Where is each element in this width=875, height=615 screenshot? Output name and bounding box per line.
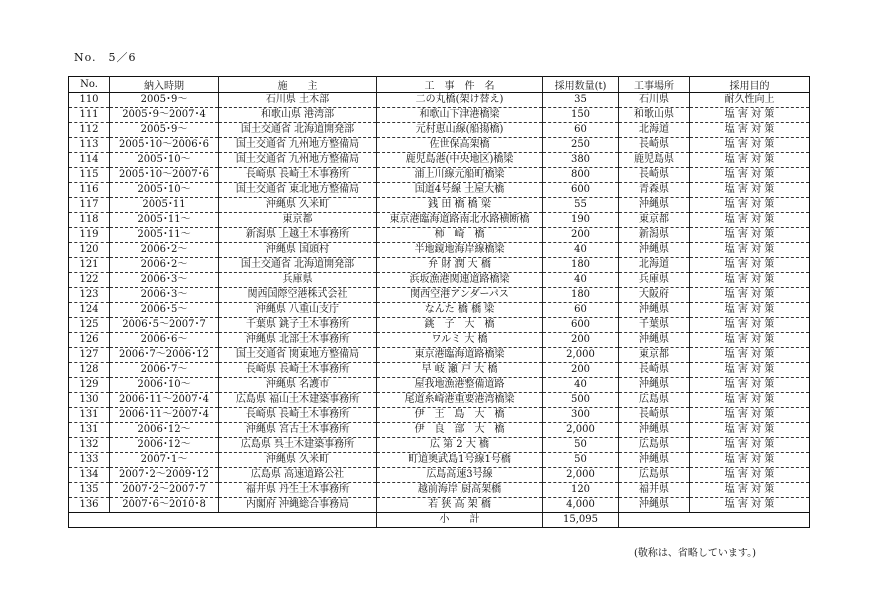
cell-project-name: 尾道糸崎港重要港湾橋梁 — [377, 393, 543, 408]
cell-client: 沖縄県 八重山支庁 — [219, 303, 377, 318]
cell-purpose: 塩 害 対 策 — [690, 453, 810, 468]
cell-project-name: 広島高速3号線 — [377, 468, 543, 483]
cell-no: 126 — [69, 333, 110, 348]
cell-purpose: 塩 害 対 策 — [690, 468, 810, 483]
cell-quantity: 150 — [543, 108, 619, 123]
cell-purpose: 塩 害 対 策 — [690, 198, 810, 213]
cell-project-name: 銚 子 大 橋 — [377, 318, 543, 333]
cell-purpose: 塩 害 対 策 — [690, 483, 810, 498]
cell-purpose: 塩 害 対 策 — [690, 183, 810, 198]
cell-quantity: 180 — [543, 258, 619, 273]
cell-no: 123 — [69, 288, 110, 303]
table-row — [69, 333, 810, 348]
cell-delivery-period: 2005･9～2007･4 — [110, 108, 219, 123]
cell-purpose: 塩 害 対 策 — [690, 273, 810, 288]
cell-project-name: 浦上川線元船町橋梁 — [377, 168, 543, 183]
cell-delivery-period: 2006･11～2007･4 — [110, 393, 219, 408]
cell-purpose: 塩 害 対 策 — [690, 153, 810, 168]
cell-purpose: 塩 害 対 策 — [690, 438, 810, 453]
cell-quantity: 35 — [543, 93, 619, 108]
cell-purpose: 塩 害 対 策 — [690, 123, 810, 138]
cell-project-name: 越前海岸 厨高架橋 — [377, 483, 543, 498]
cell-purpose: 塩 害 対 策 — [690, 108, 810, 123]
cell-delivery-period: 2007･1～ — [110, 453, 219, 468]
cell-delivery-period: 2005･9～ — [110, 93, 219, 108]
cell-purpose: 塩 害 対 策 — [690, 363, 810, 378]
table-row — [69, 423, 810, 438]
cell-project-name: 町道奥武島1号線1号橋 — [377, 453, 543, 468]
cell-quantity: 200 — [543, 333, 619, 348]
cell-quantity: 4,000 — [543, 498, 619, 513]
cell-delivery-period: 2005･11 — [110, 198, 219, 213]
table-row — [69, 273, 810, 288]
cell-quantity: 40 — [543, 378, 619, 393]
cell-client: 沖縄県 久米町 — [219, 198, 377, 213]
cell-location: 和歌山県 — [619, 108, 690, 123]
cell-client: 関西国際空港株式会社 — [219, 288, 377, 303]
cell-location: 兵庫県 — [619, 273, 690, 288]
cell-location: 長崎県 — [619, 168, 690, 183]
cell-location: 千葉県 — [619, 318, 690, 333]
cell-client: 沖縄県 国頭村 — [219, 243, 377, 258]
cell-location: 沖縄県 — [619, 198, 690, 213]
cell-quantity: 800 — [543, 168, 619, 183]
cell-quantity: 2,000 — [543, 348, 619, 363]
cell-no: 128 — [69, 363, 110, 378]
table-row — [69, 363, 810, 378]
cell-project-name: 柿 崎 橋 — [377, 228, 543, 243]
cell-location: 広島県 — [619, 438, 690, 453]
cell-no: 114 — [69, 153, 110, 168]
header-purpose: 採用目的 — [690, 77, 810, 93]
cell-location: 青森県 — [619, 183, 690, 198]
cell-client: 広島県 高速道路公社 — [219, 468, 377, 483]
cell-project-name: 二の丸橋(架け替え) — [377, 93, 543, 108]
cell-delivery-period: 2006･7～ — [110, 363, 219, 378]
cell-client: 沖縄県 北部土木事務所 — [219, 333, 377, 348]
table-row — [69, 348, 810, 363]
cell-purpose: 塩 害 対 策 — [690, 303, 810, 318]
cell-delivery-period: 2006･5～2007･7 — [110, 318, 219, 333]
cell-quantity: 190 — [543, 213, 619, 228]
cell-delivery-period: 2006･11～2007･4 — [110, 408, 219, 423]
subtotal-label: 小 計 — [377, 513, 543, 528]
cell-location: 大阪府 — [619, 288, 690, 303]
cell-client: 兵庫県 — [219, 273, 377, 288]
table-row — [69, 123, 810, 138]
cell-project-name: 東京港臨海道路南北水路横断橋 — [377, 213, 543, 228]
cell-location: 北海道 — [619, 258, 690, 273]
table-row — [69, 138, 810, 153]
cell-delivery-period: 2005･11～ — [110, 228, 219, 243]
table-body — [69, 93, 810, 513]
cell-location: 長崎県 — [619, 363, 690, 378]
cell-location: 沖縄県 — [619, 498, 690, 513]
cell-client: 国土交通省 北海道開発部 — [219, 258, 377, 273]
cell-location: 沖縄県 — [619, 303, 690, 318]
cell-delivery-period: 2005･10～ — [110, 153, 219, 168]
table-row — [69, 393, 810, 408]
cell-project-name: 伊 良 部 大 橋 — [377, 423, 543, 438]
cell-client: 広島県 呉土木建築事務所 — [219, 438, 377, 453]
table-row — [69, 258, 810, 273]
cell-no: 129 — [69, 378, 110, 393]
cell-delivery-period: 2006･2～ — [110, 258, 219, 273]
cell-location: 沖縄県 — [619, 453, 690, 468]
table-row — [69, 93, 810, 108]
header-client: 施 主 — [219, 77, 377, 93]
subtotal-row — [69, 513, 810, 528]
cell-quantity: 200 — [543, 228, 619, 243]
cell-delivery-period: 2005･10～2006･6 — [110, 138, 219, 153]
cell-project-name: 早 岐 瀬 戸 大 橋 — [377, 363, 543, 378]
cell-delivery-period: 2007･2～2009･12 — [110, 468, 219, 483]
cell-location: 石川県 — [619, 93, 690, 108]
cell-no: 133 — [69, 453, 110, 468]
cell-purpose: 耐久性向上 — [690, 93, 810, 108]
cell-project-name: 浜坂漁港関連道路橋梁 — [377, 273, 543, 288]
cell-delivery-period: 2006･12～ — [110, 423, 219, 438]
cell-delivery-period: 2005･9～ — [110, 123, 219, 138]
cell-project-name: 弁 財 潤 大 橋 — [377, 258, 543, 273]
cell-client: 広島県 福山土木建築事務所 — [219, 393, 377, 408]
cell-project-name: なんた 橋 橋 梁 — [377, 303, 543, 318]
cell-client: 和歌山県 港湾部 — [219, 108, 377, 123]
header-quantity: 採用数量(t) — [543, 77, 619, 93]
cell-purpose: 塩 害 対 策 — [690, 288, 810, 303]
cell-delivery-period: 2006･10～ — [110, 378, 219, 393]
cell-no: 120 — [69, 243, 110, 258]
cell-location: 東京都 — [619, 348, 690, 363]
cell-purpose: 塩 害 対 策 — [690, 393, 810, 408]
cell-client: 内閣府 沖縄総合事務局 — [219, 498, 377, 513]
cell-location: 沖縄県 — [619, 243, 690, 258]
table-row — [69, 483, 810, 498]
cell-no: 132 — [69, 438, 110, 453]
header-delivery-period: 納入時期 — [110, 77, 219, 93]
cell-no: 113 — [69, 138, 110, 153]
cell-client: 沖縄県 名護市 — [219, 378, 377, 393]
cell-project-name: 若 狭 高 架 橋 — [377, 498, 543, 513]
cell-project-name: 伊 王 島 大 橋 — [377, 408, 543, 423]
cell-purpose: 塩 害 対 策 — [690, 228, 810, 243]
table-row — [69, 153, 810, 168]
cell-purpose: 塩 害 対 策 — [690, 243, 810, 258]
cell-project-name: 和歌山下津港橋梁 — [377, 108, 543, 123]
cell-location: 沖縄県 — [619, 333, 690, 348]
header-project-name: 工 事 件 名 — [377, 77, 543, 93]
header-location: 工事場所 — [619, 77, 690, 93]
cell-quantity: 500 — [543, 393, 619, 408]
honorifics-note: (敬称は、省略しています。) — [634, 548, 757, 559]
cell-location: 北海道 — [619, 123, 690, 138]
table-row — [69, 453, 810, 468]
cell-client: 千葉県 銚子土木事務所 — [219, 318, 377, 333]
cell-project-name: 元村恵山線(船揚橋) — [377, 123, 543, 138]
cell-quantity: 250 — [543, 138, 619, 153]
cell-no: 116 — [69, 183, 110, 198]
cell-quantity: 600 — [543, 183, 619, 198]
table-row — [69, 318, 810, 333]
cell-no: 130 — [69, 393, 110, 408]
cell-delivery-period: 2006･5～ — [110, 303, 219, 318]
cell-delivery-period: 2005･10～ — [110, 183, 219, 198]
cell-no: 112 — [69, 123, 110, 138]
table-row — [69, 288, 810, 303]
cell-location: 広島県 — [619, 393, 690, 408]
cell-location: 鹿児島県 — [619, 153, 690, 168]
cell-client: 長崎県 長崎土木事務所 — [219, 168, 377, 183]
cell-no: 117 — [69, 198, 110, 213]
cell-client: 沖縄県 宮古土木事務所 — [219, 423, 377, 438]
subtotal-value: 15,095 — [543, 513, 619, 528]
cell-client: 東京都 — [219, 213, 377, 228]
table-row — [69, 198, 810, 213]
cell-quantity: 40 — [543, 243, 619, 258]
cell-client: 長崎県 長崎土木事務所 — [219, 363, 377, 378]
cell-quantity: 200 — [543, 363, 619, 378]
cell-client: 国土交通省 東北地方整備局 — [219, 183, 377, 198]
cell-client: 長崎県 長崎土木事務所 — [219, 408, 377, 423]
adoption-records-table — [68, 76, 810, 528]
table-row — [69, 378, 810, 393]
cell-quantity: 300 — [543, 408, 619, 423]
cell-delivery-period: 2006･6～ — [110, 333, 219, 348]
cell-purpose: 塩 害 対 策 — [690, 258, 810, 273]
cell-location: 東京都 — [619, 213, 690, 228]
cell-no: 118 — [69, 213, 110, 228]
cell-client: 福井県 丹生土木事務所 — [219, 483, 377, 498]
cell-client: 石川県 土木部 — [219, 93, 377, 108]
table-header-row — [69, 77, 810, 93]
cell-client: 新潟県 上越土木事務所 — [219, 228, 377, 243]
cell-quantity: 55 — [543, 198, 619, 213]
cell-quantity: 600 — [543, 318, 619, 333]
cell-quantity: 2,000 — [543, 468, 619, 483]
cell-location: 沖縄県 — [619, 378, 690, 393]
cell-client: 国土交通省 関東地方整備局 — [219, 348, 377, 363]
table-row — [69, 228, 810, 243]
table-row — [69, 213, 810, 228]
cell-purpose: 塩 害 対 策 — [690, 498, 810, 513]
cell-quantity: 50 — [543, 438, 619, 453]
cell-no: 111 — [69, 108, 110, 123]
cell-project-name: 東京港臨海道路橋梁 — [377, 348, 543, 363]
subtotal-blank — [69, 513, 377, 528]
table-row — [69, 408, 810, 423]
cell-project-name: 屋我地漁港整備道路 — [377, 378, 543, 393]
cell-delivery-period: 2007･6～2010･8 — [110, 498, 219, 513]
cell-no: 131 — [69, 408, 110, 423]
cell-delivery-period: 2007･2～2007･7 — [110, 483, 219, 498]
cell-location: 長崎県 — [619, 138, 690, 153]
cell-quantity: 120 — [543, 483, 619, 498]
cell-client: 沖縄県 久米町 — [219, 453, 377, 468]
table-row — [69, 108, 810, 123]
cell-no: 136 — [69, 498, 110, 513]
table-row — [69, 303, 810, 318]
cell-no: 119 — [69, 228, 110, 243]
table-row — [69, 498, 810, 513]
cell-project-name: 広 第 2 大 橋 — [377, 438, 543, 453]
table-row — [69, 168, 810, 183]
cell-quantity: 380 — [543, 153, 619, 168]
cell-client: 国土交通省 九州地方整備局 — [219, 138, 377, 153]
cell-quantity: 40 — [543, 273, 619, 288]
cell-location: 長崎県 — [619, 408, 690, 423]
cell-quantity: 50 — [543, 453, 619, 468]
cell-delivery-period: 2005･10～2007･6 — [110, 168, 219, 183]
cell-project-name: 佐世保高架橋 — [377, 138, 543, 153]
cell-delivery-period: 2006･3～ — [110, 273, 219, 288]
cell-client: 国土交通省 九州地方整備局 — [219, 153, 377, 168]
cell-purpose: 塩 害 対 策 — [690, 318, 810, 333]
cell-project-name: 関西空港アンダーパス — [377, 288, 543, 303]
cell-purpose: 塩 害 対 策 — [690, 168, 810, 183]
cell-delivery-period: 2005･11～ — [110, 213, 219, 228]
cell-project-name: ワルミ 大 橋 — [377, 333, 543, 348]
table-row — [69, 243, 810, 258]
cell-project-name: 鹿児島港(中央地区)橋梁 — [377, 153, 543, 168]
cell-quantity: 180 — [543, 288, 619, 303]
cell-delivery-period: 2006･2～ — [110, 243, 219, 258]
cell-project-name: 銭 田 橋 橋 梁 — [377, 198, 543, 213]
cell-no: 110 — [69, 93, 110, 108]
cell-delivery-period: 2006･12～ — [110, 438, 219, 453]
cell-no: 124 — [69, 303, 110, 318]
cell-no: 134 — [69, 468, 110, 483]
page-number: No. 5／6 — [74, 51, 137, 64]
cell-purpose: 塩 害 対 策 — [690, 378, 810, 393]
cell-no: 131 — [69, 423, 110, 438]
cell-purpose: 塩 害 対 策 — [690, 333, 810, 348]
cell-purpose: 塩 害 対 策 — [690, 423, 810, 438]
cell-no: 122 — [69, 273, 110, 288]
table-row — [69, 183, 810, 198]
cell-location: 新潟県 — [619, 228, 690, 243]
cell-no: 135 — [69, 483, 110, 498]
cell-location: 広島県 — [619, 468, 690, 483]
cell-no: 127 — [69, 348, 110, 363]
cell-quantity: 60 — [543, 303, 619, 318]
cell-no: 125 — [69, 318, 110, 333]
cell-delivery-period: 2006･3～ — [110, 288, 219, 303]
cell-delivery-period: 2006･7～2006･12 — [110, 348, 219, 363]
cell-no: 121 — [69, 258, 110, 273]
table-row — [69, 438, 810, 453]
subtotal-blank-right — [619, 513, 810, 528]
cell-purpose: 塩 害 対 策 — [690, 408, 810, 423]
header-no: No. — [69, 77, 110, 93]
cell-purpose: 塩 害 対 策 — [690, 348, 810, 363]
cell-location: 沖縄県 — [619, 423, 690, 438]
cell-client: 国土交通省 北海道開発部 — [219, 123, 377, 138]
cell-location: 福井県 — [619, 483, 690, 498]
cell-quantity: 60 — [543, 123, 619, 138]
cell-project-name: 国道4号線 土屋大橋 — [377, 183, 543, 198]
table-row — [69, 468, 810, 483]
cell-purpose: 塩 害 対 策 — [690, 138, 810, 153]
cell-purpose: 塩 害 対 策 — [690, 213, 810, 228]
cell-project-name: 半地鏡地海岸線橋梁 — [377, 243, 543, 258]
cell-no: 115 — [69, 168, 110, 183]
cell-quantity: 2,000 — [543, 423, 619, 438]
